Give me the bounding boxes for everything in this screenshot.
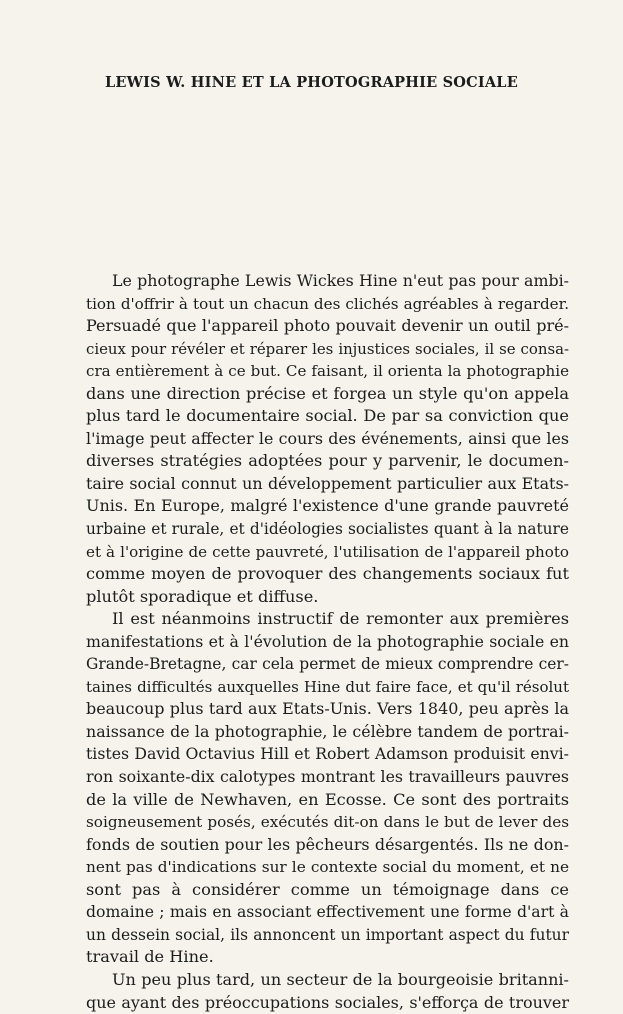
text-line: Le photographe Lewis Wickes Hine n'eut pas pour ambi- [86,270,569,293]
text-line: manifestations et à l'évolution de la photographie sociale en [86,631,569,654]
text-line: nent pas d'indications sur le contexte social du moment, et ne [86,856,569,879]
text-line: Unis. En Europe, malgré l'existence d'une grande pauvreté [86,495,569,518]
text-line: taire social connut un développement particulier aux Etats- [86,473,569,496]
text-line: dans une direction précise et forgea un style qu'on appela [86,383,569,406]
text-line: l'image peut affecter le cours des événements, ainsi que les [86,428,569,451]
text-line: Il est néanmoins instructif de remonter aux premières [86,608,569,631]
text-line: et à l'origine de cette pauvreté, l'utilisation de l'appareil photo [86,541,569,564]
text-line: soigneusement posés, exécutés dit-on dans le but de lever des [86,811,569,834]
text-line: que ayant des préoccupations sociales, s'efforça de trouver [86,992,569,1014]
text-line: tion d'offrir à tout un chacun des clichés agréables à regarder. [86,293,569,316]
text-line: fonds de soutien pour les pêcheurs désargentés. Ils ne don- [86,834,569,857]
text-line: sont pas à considérer comme un témoignage dans ce [86,879,569,902]
text-line: plutôt sporadique et diffuse. [86,586,569,609]
text-line: domaine ; mais en associant effectivement une forme d'art à [86,901,569,924]
text-line: urbaine et rurale, et d'idéologies socialistes quant à la nature [86,518,569,541]
text-line: cieux pour révéler et réparer les injustices sociales, il se consa- [86,338,569,361]
text-line: comme moyen de provoquer des changements sociaux fut [86,563,569,586]
text-line: de la ville de Newhaven, en Ecosse. Ce sont des portraits [86,789,569,812]
text-line: Grande-Bretagne, car cela permet de mieux comprendre cer- [86,653,569,676]
paragraph-2 [86,608,569,969]
paragraph-3 [86,969,569,1014]
text-line: cra entièrement à ce but. Ce faisant, il orienta la photographie [86,360,569,383]
text-line: tistes David Octavius Hill et Robert Adamson produisit envi- [86,743,569,766]
text-line: plus tard le documentaire social. De par sa conviction que [86,405,569,428]
page-title: LEWIS W. HINE ET LA PHOTOGRAPHIE SOCIALE [60,74,563,91]
text-line: ron soixante-dix calotypes montrant les travailleurs pauvres [86,766,569,789]
text-line: beaucoup plus tard aux Etats-Unis. Vers 1840, peu après la [86,698,569,721]
text-line: naissance de la photographie, le célèbre tandem de portrai- [86,721,569,744]
text-line: un dessein social, ils annoncent un important aspect du futur [86,924,569,947]
text-line: Persuadé que l'appareil photo pouvait devenir un outil pré- [86,315,569,338]
text-line: diverses stratégies adoptées pour y parvenir, le documen- [86,450,569,473]
paragraph-1 [86,270,569,608]
text-line: Un peu plus tard, un secteur de la bourgeoisie britanni- [86,969,569,992]
text-line: travail de Hine. [86,946,569,969]
body-text [86,270,569,1014]
text-line: taines difficultés auxquelles Hine dut faire face, et qu'il résolut [86,676,569,699]
